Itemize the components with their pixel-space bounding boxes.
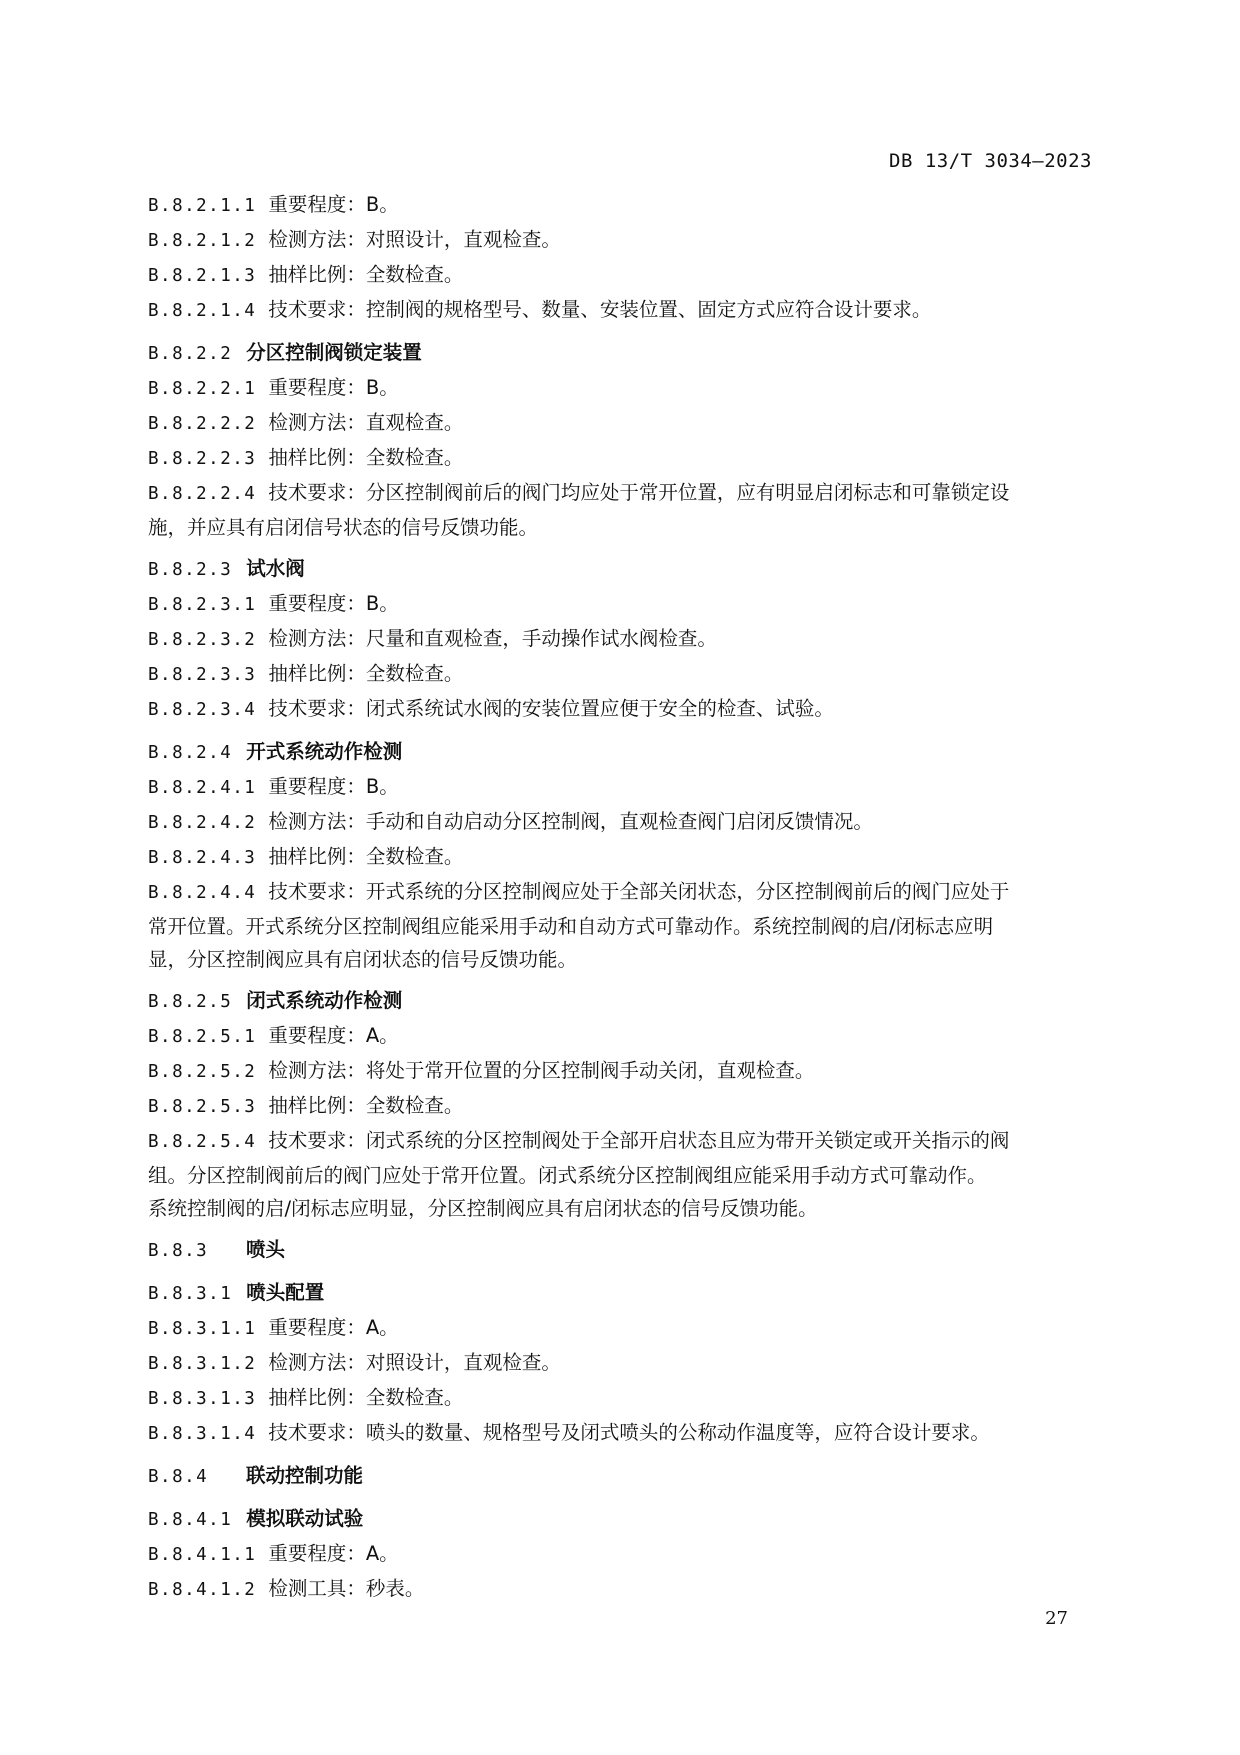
clause-text: 重要程度：A。 bbox=[268, 1316, 399, 1339]
clause-line bbox=[148, 840, 1092, 875]
clause-number: B.8.2.4.2 bbox=[148, 813, 257, 833]
section-heading bbox=[148, 1502, 1092, 1537]
heading-title: 分区控制阀锁定装置 bbox=[246, 341, 422, 364]
clause-number: B.8.3.1 bbox=[148, 1284, 233, 1304]
clause-line bbox=[148, 188, 1092, 223]
page-number: 27 bbox=[1045, 1608, 1068, 1629]
clause-text: 技术要求：分区控制阀前后的阀门均应处于常开位置，应有明显启闭标志和可靠锁定设 bbox=[268, 481, 1010, 504]
clause-continuation: 显，分区控制阀应具有启闭状态的信号反馈功能。 bbox=[148, 948, 578, 971]
clause-number: B.8.2.5.3 bbox=[148, 1097, 257, 1117]
clause-text: 抽样比例：全数检查。 bbox=[268, 1386, 464, 1409]
clause-number: B.8.2.5.1 bbox=[148, 1027, 257, 1047]
clause-text: 技术要求：控制阀的规格型号、数量、安装位置、固定方式应符合设计要求。 bbox=[268, 298, 932, 321]
clause-line bbox=[148, 1124, 1092, 1159]
clause-line bbox=[148, 1381, 1092, 1416]
clause-line bbox=[148, 1537, 1092, 1572]
section-heading bbox=[148, 552, 1092, 587]
clause-number: B.8.2.1.1 bbox=[148, 196, 257, 216]
clause-text: 检测方法：直观检查。 bbox=[268, 411, 464, 434]
clause-text: 重要程度：B。 bbox=[268, 193, 399, 216]
clause-line bbox=[148, 223, 1092, 258]
clause-text: 抽样比例：全数检查。 bbox=[268, 446, 464, 469]
clause-number: B.8.3.1.1 bbox=[148, 1319, 257, 1339]
clause-line bbox=[148, 1346, 1092, 1381]
clause-number: B.8.2.2 bbox=[148, 344, 233, 364]
clause-number: B.8.2.4.1 bbox=[148, 778, 257, 798]
clause-line bbox=[148, 1089, 1092, 1124]
clause-line bbox=[148, 406, 1092, 441]
clause-line bbox=[148, 875, 1092, 910]
clause-continuation: 系统控制阀的启/闭标志应明显，分区控制阀应具有启闭状态的信号反馈功能。 bbox=[148, 1197, 818, 1220]
heading-title: 喷头配置 bbox=[246, 1281, 325, 1304]
clause-number: B.8.2.2.4 bbox=[148, 484, 257, 504]
clause-line bbox=[148, 258, 1092, 293]
clause-number: B.8.2.3 bbox=[148, 560, 233, 580]
clause-continuation: 常开位置。开式系统分区控制阀组应能采用手动和自动方式可靠动作。系统控制阀的启/闭标志应明 bbox=[148, 915, 994, 938]
clause-line bbox=[148, 692, 1092, 727]
clause-line bbox=[148, 1311, 1092, 1346]
clause-number: B.8.2.2.2 bbox=[148, 414, 257, 434]
heading-title: 开式系统动作检测 bbox=[246, 740, 403, 763]
clause-text: 检测方法：对照设计，直观检查。 bbox=[268, 1351, 561, 1374]
clause-text: 重要程度：B。 bbox=[268, 376, 399, 399]
clause-text: 抽样比例：全数检查。 bbox=[268, 845, 464, 868]
clause-text: 检测方法：尺量和直观检查，手动操作试水阀检查。 bbox=[268, 627, 717, 650]
document-body bbox=[148, 188, 1092, 1607]
clause-line bbox=[148, 805, 1092, 840]
clause-text: 重要程度：B。 bbox=[268, 775, 399, 798]
clause-text: 技术要求：闭式系统的分区控制阀处于全部开启状态且应为带开关锁定或开关指示的阀 bbox=[268, 1129, 1010, 1152]
clause-line bbox=[148, 476, 1092, 511]
clause-text: 检测工具：秒表。 bbox=[268, 1577, 425, 1600]
clause-number: B.8.2.2.1 bbox=[148, 379, 257, 399]
clause-line bbox=[148, 1572, 1092, 1607]
clause-number: B.8.3.1.3 bbox=[148, 1389, 257, 1409]
section-heading bbox=[148, 336, 1092, 371]
clause-number: B.8.2.3.4 bbox=[148, 700, 257, 720]
clause-text: 技术要求：开式系统的分区控制阀应处于全部关闭状态，分区控制阀前后的阀门应处于 bbox=[268, 880, 1010, 903]
clause-text: 抽样比例：全数检查。 bbox=[268, 263, 464, 286]
clause-text: 检测方法：对照设计，直观检查。 bbox=[268, 228, 561, 251]
heading-title: 喷头 bbox=[246, 1238, 286, 1261]
clause-line bbox=[148, 293, 1092, 328]
heading-title: 闭式系统动作检测 bbox=[246, 989, 403, 1012]
clause-number: B.8.3.1.4 bbox=[148, 1424, 257, 1444]
clause-line bbox=[148, 371, 1092, 406]
clause-number: B.8.2.4.3 bbox=[148, 848, 257, 868]
clause-text: 技术要求：喷头的数量、规格型号及闭式喷头的公称动作温度等，应符合设计要求。 bbox=[268, 1421, 990, 1444]
clause-number: B.8.2.1.2 bbox=[148, 231, 257, 251]
clause-text: 重要程度：A。 bbox=[268, 1542, 399, 1565]
clause-number: B.8.3 bbox=[148, 1241, 209, 1261]
clause-number: B.8.2.4.4 bbox=[148, 883, 257, 903]
section-heading bbox=[148, 984, 1092, 1019]
clause-number: B.8.4.1.1 bbox=[148, 1545, 257, 1565]
clause-number: B.8.2.1.4 bbox=[148, 301, 257, 321]
clause-text: 抽样比例：全数检查。 bbox=[268, 1094, 464, 1117]
clause-line bbox=[148, 770, 1092, 805]
heading-title: 试水阀 bbox=[246, 557, 305, 580]
clause-text: 检测方法：将处于常开位置的分区控制阀手动关闭，直观检查。 bbox=[268, 1059, 815, 1082]
clause-number: B.8.2.3.1 bbox=[148, 595, 257, 615]
clause-line bbox=[148, 622, 1092, 657]
clause-number: B.8.2.5.4 bbox=[148, 1132, 257, 1152]
clause-number: B.8.2.3.2 bbox=[148, 630, 257, 650]
section-heading bbox=[148, 1276, 1092, 1311]
clause-number: B.8.2.3.3 bbox=[148, 665, 257, 685]
section-heading bbox=[148, 1233, 1092, 1268]
clause-number: B.8.4.1.2 bbox=[148, 1580, 257, 1600]
clause-line bbox=[148, 441, 1092, 476]
clause-text: 检测方法：手动和自动启动分区控制阀，直观检查阀门启闭反馈情况。 bbox=[268, 810, 873, 833]
section-heading bbox=[148, 735, 1092, 770]
clause-line bbox=[148, 587, 1092, 622]
clause-text: 重要程度：B。 bbox=[268, 592, 399, 615]
clause-number: B.8.2.1.3 bbox=[148, 266, 257, 286]
clause-number: B.8.2.4 bbox=[148, 743, 233, 763]
heading-title: 模拟联动试验 bbox=[246, 1507, 364, 1530]
clause-line bbox=[148, 657, 1092, 692]
clause-text: 重要程度：A。 bbox=[268, 1024, 399, 1047]
clause-line bbox=[148, 1019, 1092, 1054]
clause-number: B.8.2.5 bbox=[148, 992, 233, 1012]
clause-line bbox=[148, 1054, 1092, 1089]
heading-title: 联动控制功能 bbox=[246, 1464, 364, 1487]
section-heading bbox=[148, 1459, 1092, 1494]
clause-text: 抽样比例：全数检查。 bbox=[268, 662, 464, 685]
clause-continuation: 组。分区控制阀前后的阀门应处于常开位置。闭式系统分区控制阀组应能采用手动方式可靠动作。 bbox=[148, 1164, 987, 1187]
clause-number: B.8.2.2.3 bbox=[148, 449, 257, 469]
document-code: DB 13/T 3034—2023 bbox=[889, 150, 1092, 172]
clause-number: B.8.4 bbox=[148, 1467, 209, 1487]
clause-number: B.8.2.5.2 bbox=[148, 1062, 257, 1082]
clause-text: 技术要求：闭式系统试水阀的安装位置应便于安全的检查、试验。 bbox=[268, 697, 834, 720]
clause-number: B.8.4.1 bbox=[148, 1510, 233, 1530]
clause-line bbox=[148, 1416, 1092, 1451]
clause-continuation: 施，并应具有启闭信号状态的信号反馈功能。 bbox=[148, 516, 539, 539]
clause-number: B.8.3.1.2 bbox=[148, 1354, 257, 1374]
